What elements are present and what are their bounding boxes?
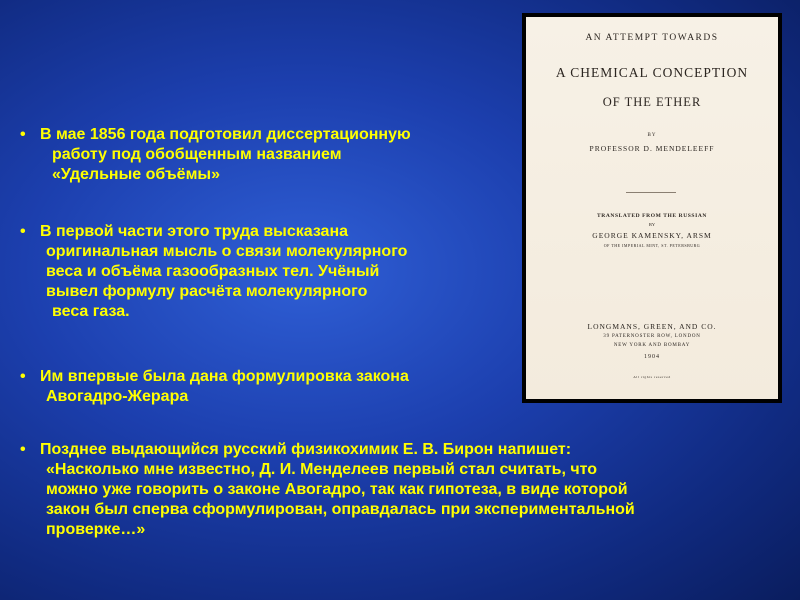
book-title-page-image	[522, 13, 782, 403]
line-text: работу под обобщенным названием	[52, 146, 342, 163]
book-rights: All rights reserved	[633, 375, 671, 379]
book-cities: NEW YORK AND BOMBAY	[613, 343, 691, 348]
bullet: •	[20, 441, 26, 458]
text-line	[20, 302, 407, 322]
text-line	[20, 165, 411, 185]
text-line	[20, 440, 635, 460]
text-line	[20, 500, 635, 520]
bullet: •	[20, 223, 26, 240]
line-text: проверке…»	[46, 521, 146, 538]
book-by: BY	[647, 133, 657, 138]
text-line	[20, 282, 407, 302]
line-text: веса газа.	[52, 303, 130, 320]
book-rule	[626, 192, 676, 193]
book-title-line2: OF THE ETHER	[602, 95, 702, 109]
line-text: можно уже говорить о законе Авогадро, так как гипотеза, в виде которой	[46, 481, 628, 498]
line-text: вывел формулу расчёта молекулярного	[46, 283, 368, 300]
line-text: веса и объёма газообразных тел. Учёный	[46, 263, 380, 280]
text-line	[20, 480, 635, 500]
book-publisher: LONGMANS, GREEN, AND CO.	[587, 322, 717, 331]
paragraph-biron-quote	[20, 440, 635, 540]
book-address: 39 PATERNOSTER ROW, LONDON	[603, 334, 701, 339]
bullet: •	[20, 126, 26, 143]
book-translated-line1: TRANSLATED FROM THE RUSSIAN	[597, 213, 707, 219]
line-text: «Удельные объёмы»	[52, 166, 220, 183]
paragraph-molecular-weight	[20, 222, 407, 322]
text-line	[20, 145, 411, 165]
book-year: 1904	[644, 354, 660, 360]
line-text: В мае 1856 года подготовил диссертационную	[40, 126, 411, 143]
book-author: PROFESSOR D. MENDELEEFF	[589, 144, 715, 153]
book-translated-line2: BY	[648, 222, 656, 227]
book-translator-note: OF THE IMPERIAL MINT, ST. PETERSBURG	[603, 243, 701, 248]
book-top-line: AN ATTEMPT TOWARDS	[585, 33, 719, 43]
text-line	[20, 262, 407, 282]
text-line	[20, 520, 635, 540]
line-text: «Насколько мне известно, Д. И. Менделеев первый стал считать, что	[46, 461, 598, 478]
text-line	[20, 125, 411, 145]
line-text: В первой части этого труда высказана	[40, 223, 349, 240]
paragraph-avogadro-law	[20, 367, 409, 407]
text-line	[20, 387, 409, 407]
line-text: оригинальная мысль о связи молекулярного	[46, 243, 408, 260]
bullet: •	[20, 368, 26, 385]
book-page	[526, 17, 778, 399]
line-text: Им впервые была дана формулировка закона	[40, 368, 409, 385]
text-line	[20, 367, 409, 387]
book-title-line1: A CHEMICAL CONCEPTION	[555, 65, 749, 80]
book-translator: GEORGE KAMENSKY, ARSM	[592, 231, 712, 240]
line-text: закон был сперва сформулирован, оправдалась при экспериментальной	[46, 501, 635, 518]
text-line	[20, 460, 635, 480]
text-line	[20, 222, 407, 242]
line-text: Позднее выдающийся русский физикохимик Е. В. Бирон напишет:	[40, 441, 572, 458]
text-line	[20, 242, 407, 262]
line-text: Авогадро-Жерара	[46, 388, 189, 405]
paragraph-dissertation	[20, 125, 411, 185]
